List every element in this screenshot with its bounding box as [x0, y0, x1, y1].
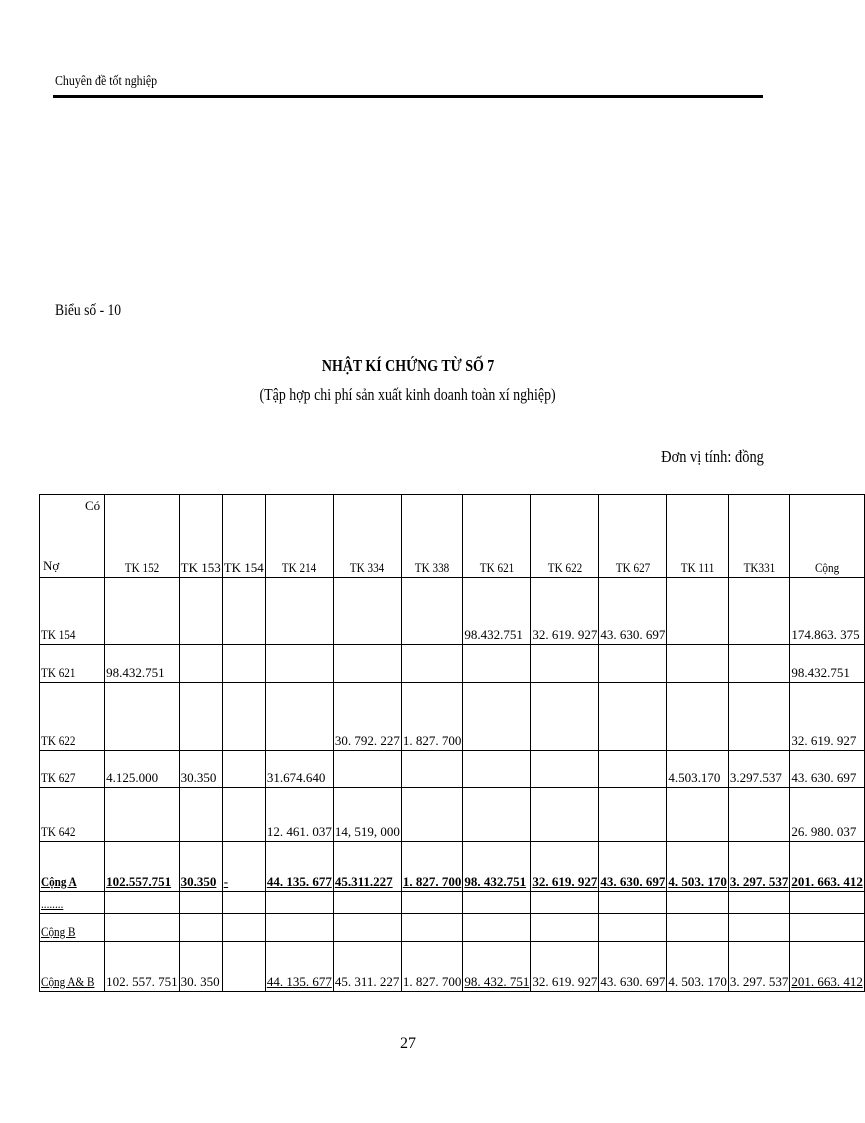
table-cell: 4. 503. 170	[667, 842, 729, 892]
table-cell	[333, 914, 401, 942]
table-cell: 174.863. 375	[790, 578, 865, 645]
table-cell	[222, 578, 265, 645]
table-cell	[463, 914, 531, 942]
table-cell	[599, 645, 667, 683]
table-row	[40, 578, 865, 645]
ledger-table	[39, 494, 865, 992]
column-header: TK 152	[105, 495, 180, 578]
column-header: Cộng	[790, 495, 865, 578]
table-cell	[222, 914, 265, 942]
table-cell	[222, 788, 265, 842]
column-header: TK 153	[179, 495, 222, 578]
table-cell	[531, 788, 599, 842]
table-cell: 98. 432. 751	[463, 942, 531, 992]
column-header: TK 334	[333, 495, 401, 578]
table-cell	[463, 645, 531, 683]
table-cell	[531, 914, 599, 942]
table-cell	[265, 683, 333, 751]
table-cell: 3. 297. 537	[728, 942, 790, 992]
table-cell	[333, 751, 401, 788]
table-cell	[222, 683, 265, 751]
running-header: Chuyên đề tốt nghiệp	[55, 74, 158, 89]
table-cell: 98.432.751	[790, 645, 865, 683]
table-cell: 43. 630. 697	[599, 578, 667, 645]
table-cell	[728, 683, 790, 751]
table-cell: 4.503.170	[667, 751, 729, 788]
corner-credit-label: Có	[84, 498, 101, 513]
row-label: TK 627	[40, 751, 105, 788]
table-row	[40, 683, 865, 751]
table-cell: 43. 630. 697	[599, 942, 667, 992]
table-cell: 44. 135. 677	[265, 842, 333, 892]
column-header: TK 622	[531, 495, 599, 578]
table-cell	[667, 788, 729, 842]
table-cell	[265, 914, 333, 942]
table-cell	[265, 645, 333, 683]
table-cell: 1. 827. 700	[401, 842, 463, 892]
table-cell: 201. 663. 412	[790, 842, 865, 892]
table-row	[40, 788, 865, 842]
table-cell: 32. 619. 927	[531, 842, 599, 892]
table-cell: 4. 503. 170	[667, 942, 729, 992]
table-cell	[728, 892, 790, 914]
table-cell	[401, 914, 463, 942]
table-row	[40, 645, 865, 683]
table-cell	[790, 914, 865, 942]
table-cell: -	[222, 842, 265, 892]
table-cell: 31.674.640	[265, 751, 333, 788]
table-cell	[401, 578, 463, 645]
table-cell: 30. 792. 227	[333, 683, 401, 751]
table-cell	[599, 751, 667, 788]
table-cell	[667, 578, 729, 645]
table-cell	[463, 683, 531, 751]
table-cell	[401, 892, 463, 914]
table-cell	[179, 645, 222, 683]
table-cell: 32. 619. 927	[790, 683, 865, 751]
table-cell: 3. 297. 537	[728, 842, 790, 892]
form-number-label: Biểu số - 10	[55, 302, 122, 319]
table-cell	[599, 788, 667, 842]
row-label: TK 621	[40, 645, 105, 683]
table-cell: 98.432.751	[463, 578, 531, 645]
table-cell	[728, 788, 790, 842]
column-header: TK 111	[667, 495, 729, 578]
table-cell	[105, 683, 180, 751]
row-label: TK 622	[40, 683, 105, 751]
table-cell	[105, 578, 180, 645]
table-cell: 1. 827. 700	[401, 942, 463, 992]
column-header: TK 621	[463, 495, 531, 578]
table-cell	[728, 645, 790, 683]
column-header: TK 154	[222, 495, 265, 578]
table-cell: 45. 311. 227	[333, 942, 401, 992]
column-header: TK 338	[401, 495, 463, 578]
table-header-row	[40, 495, 865, 578]
table-cell	[463, 788, 531, 842]
table-cell	[265, 578, 333, 645]
column-header: TK 627	[599, 495, 667, 578]
table-row	[40, 892, 865, 914]
table-cell	[105, 892, 180, 914]
table-cell: 30.350	[179, 842, 222, 892]
table-cell: 30.350	[179, 751, 222, 788]
unit-label: Đơn vị tính: đồng	[661, 447, 764, 466]
table-row	[40, 942, 865, 992]
table-cell	[463, 892, 531, 914]
table-cell	[531, 645, 599, 683]
table-cell	[265, 892, 333, 914]
table-cell	[728, 578, 790, 645]
row-label: TK 642	[40, 788, 105, 842]
table-cell	[667, 683, 729, 751]
document-subtitle: (Tập hợp chi phí sản xuất kinh doanh toàn xí nghiệp)	[259, 385, 557, 404]
table-cell: 1. 827. 700	[401, 683, 463, 751]
table-cell	[179, 788, 222, 842]
table-cell: 32. 619. 927	[531, 578, 599, 645]
table-cell: 102.557.751	[105, 842, 180, 892]
table-cell: 4.125.000	[105, 751, 180, 788]
table-cell: 32. 619. 927	[531, 942, 599, 992]
corner-debit-label: Nợ	[43, 558, 60, 573]
table-cell	[463, 751, 531, 788]
table-cell	[105, 914, 180, 942]
table-cell: 14, 519, 000	[333, 788, 401, 842]
table-cell: 26. 980. 037	[790, 788, 865, 842]
column-header: TK331	[728, 495, 790, 578]
table-cell: 12. 461. 037	[265, 788, 333, 842]
column-header: TK 214	[265, 495, 333, 578]
table-cell	[667, 914, 729, 942]
corner-cell	[40, 495, 105, 578]
table-cell	[333, 892, 401, 914]
row-label: Cộng A	[40, 842, 105, 892]
table-cell	[531, 892, 599, 914]
table-cell	[333, 645, 401, 683]
table-cell	[179, 892, 222, 914]
table-cell: 44. 135. 677	[265, 942, 333, 992]
table-cell	[667, 892, 729, 914]
table-cell	[179, 914, 222, 942]
table-cell: 201. 663. 412	[790, 942, 865, 992]
table-cell	[667, 645, 729, 683]
table-cell: 98.432.751	[105, 645, 180, 683]
table-cell: 3.297.537	[728, 751, 790, 788]
table-cell: 43. 630. 697	[599, 842, 667, 892]
row-label: TK 154	[40, 578, 105, 645]
table-cell	[599, 683, 667, 751]
table-cell: 102. 557. 751	[105, 942, 180, 992]
table-cell	[599, 892, 667, 914]
table-row	[40, 914, 865, 942]
document-title: NHẬT KÍ CHỨNG TỪ SỐ 7	[321, 356, 495, 375]
table-cell	[222, 751, 265, 788]
table-cell: 45.311.227	[333, 842, 401, 892]
table-cell	[179, 683, 222, 751]
page-number: 27	[400, 1035, 416, 1052]
header-rule	[53, 95, 763, 98]
row-label: ........	[40, 892, 105, 914]
table-cell: 98. 432.751	[463, 842, 531, 892]
table-cell: 30. 350	[179, 942, 222, 992]
table-cell: 43. 630. 697	[790, 751, 865, 788]
table-row	[40, 842, 865, 892]
row-label: Cộng A& B	[40, 942, 105, 992]
table-cell	[531, 683, 599, 751]
table-cell	[599, 914, 667, 942]
table-cell	[222, 892, 265, 914]
table-cell	[728, 914, 790, 942]
table-cell	[531, 751, 599, 788]
row-label: Cộng B	[40, 914, 105, 942]
table-cell	[790, 892, 865, 914]
table-cell	[333, 578, 401, 645]
table-cell	[105, 788, 180, 842]
table-row	[40, 751, 865, 788]
table-cell	[401, 788, 463, 842]
table-cell	[222, 942, 265, 992]
table-cell	[401, 645, 463, 683]
table-cell	[222, 645, 265, 683]
table-cell	[401, 751, 463, 788]
table-cell	[179, 578, 222, 645]
